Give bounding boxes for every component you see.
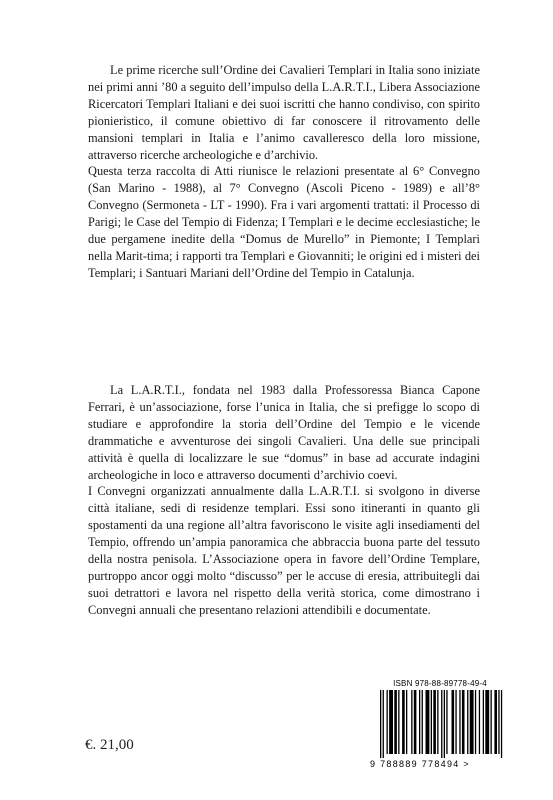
barcode-bar xyxy=(406,690,407,754)
barcode-bar xyxy=(431,690,432,754)
barcode-bar xyxy=(498,690,499,754)
association-paragraph-1: La L.A.R.T.I., fondata nel 1983 dalla Professoressa Bianca Capone Ferrari, è un’associazione, forse l’unica in Italia, che si prefigge lo scopo di studiare e approfondire la storia dell’Ordine del Tempio e le vicende drammatiche e avventurose dei singoli Cavalieri. Una delle sue principali attività è quella di localizzare le sue “domus” in base ad accurate indagini archeologiche in loco e attraverso documenti d’archivio coevi. xyxy=(88,383,480,482)
barcode-bar xyxy=(475,690,476,754)
barcode-digits: 9 788889 778494 > xyxy=(370,759,470,769)
barcode-bar xyxy=(389,690,393,754)
barcode-bars xyxy=(372,690,506,758)
barcode-bar xyxy=(485,690,489,754)
barcode-bar xyxy=(437,690,438,754)
intro-paragraph-2: Questa terza raccolta di Atti riunisce le relazioni presentate al 6° Convegno (San Marino - 1988), al 7° Convegno (Ascoli Piceno - 1989) e all’8° Convegno (Sermoneta - LT - 1990). Fra i vari argomenti trattati: il Processo di Parigi; le Case del Tempio di Fidenza; I Templari e le decime ecclesiastiche; le due pergamene inedite della “Domus de Murello” in Piemonte; I Templari nella Marit-tima; i rapporti tra Templari e Giovanniti; le origini ed i misteri dei Templari; i Santuari Mariani dell’Ordine del Tempio in Catalunja. xyxy=(88,164,480,280)
barcode-bar xyxy=(462,690,465,754)
barcode-bar xyxy=(398,690,399,754)
barcode-bar xyxy=(411,690,412,754)
isbn-label: ISBN 978-88-89778-49-4 xyxy=(393,679,487,688)
text-block-intro xyxy=(88,62,480,282)
barcode-bar xyxy=(419,690,420,754)
barcode-bar xyxy=(446,690,447,754)
barcode-bar xyxy=(402,690,405,754)
barcode-bar xyxy=(467,690,468,754)
intro-paragraph-1: Le prime ricerche sull’Ordine dei Cavalieri Templari in Italia sono iniziate nei primi anni ’80 a seguito dell’impulso della L.A.R.T.I., Libera Associazione Ricercatori Templari Italiani e dei suoi iscritti che hanno condiviso, con spirito pionieristico, il comune obiettivo di far conoscere il ritrovamento delle mansioni templari in Italia e l’animo cavalleresco della loro missione, attraverso ricerche archeologiche e d’archivio. xyxy=(88,63,480,162)
barcode-bar xyxy=(459,690,460,754)
barcode-bar xyxy=(383,690,384,758)
barcode-bar xyxy=(470,690,474,754)
isbn-barcode xyxy=(370,679,510,771)
barcode-bar xyxy=(494,690,497,754)
barcode-bar xyxy=(441,690,442,758)
barcode-bar xyxy=(491,690,492,754)
price-label: €. 21,00 xyxy=(85,737,134,753)
barcode-bar xyxy=(455,690,456,754)
barcode-bar xyxy=(433,690,436,754)
barcode-bar xyxy=(479,690,480,754)
barcode-bar xyxy=(380,690,381,758)
association-paragraph-2: I Convegni organizzati annualmente dalla L.A.R.T.I. si svolgono in diverse città italiane, sedi di residenze templari. Essi sono itineranti in quanto gli spostamenti da una regione all’altra favoriscono le visite agli insediamenti del Tempio, offrendo un’ampia panoramica che abbraccia buona parte del tessuto della nostra penisola. L’Associazione opera in favore dell’Ordine Templare, purtroppo ancor oggi molto “discusso” per le accuse di eresia, attribuitegli dai suoi detrattori e lavora nel rispetto della verità storica, come dimostrano i Convegni annuali che presentano relazioni attendibili e documentate. xyxy=(88,484,480,617)
text-block-association xyxy=(88,382,480,619)
barcode-bar xyxy=(452,690,455,754)
barcode-bar xyxy=(394,690,397,754)
barcode-bar xyxy=(422,690,423,754)
barcode-bar xyxy=(444,690,445,758)
barcode-bar xyxy=(414,690,417,754)
barcode-bar xyxy=(483,690,484,754)
barcode-bar xyxy=(387,690,388,754)
barcode-bar xyxy=(501,690,502,758)
barcode-bar xyxy=(426,690,430,754)
